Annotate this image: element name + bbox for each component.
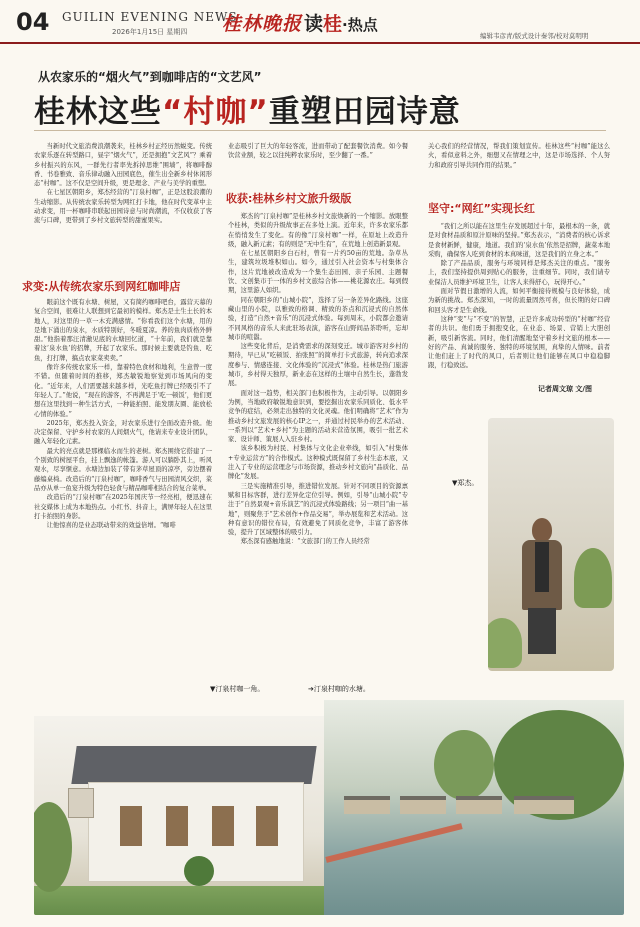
paragraph: “我们之所以能在这里生存发展超过十年，最根本的一条，就是对食材品质和原汁原味的坚持。”郑杰表示，“消费者的核心诉求是食材新鲜，健康，地道。我们的‘泉水鱼’依然是招牌，蔬菜本地采购，确保客人吃到食材的本真味道，这是我们的立身之本。” (428, 223, 610, 258)
section-part-c: ·热点 (342, 16, 378, 34)
paragraph: 让他惊喜的是业态联动带来的效益倍增。“咖啡 (46, 522, 176, 530)
paragraph: 在七星区朝阳乡白石村，曾有一片约50亩的荒地。杂草丛生，建筑垃圾堆积如山。如今，通过引入社会资本与村集体合作，这片荒地被改造成为一个集生态田园、亲子乐园、主题餐饮、文创集市于一体的乡村文旅综合体——桃花源农庄。每到假期，这里游人如织。 (228, 250, 408, 295)
paragraph: 面对这一趋势，相关部门也积极作为，主动引导。以朝阳乡为例，当地政府敏锐地意识到，要挖掘出农家乐同质化、低水平竞争的症结，必须走出独特的文化灵魂。他们明确将“艺术”作为推动乡村文旅发展的核心IP之一，并通过村民举办的艺术活动、一系列以“艺术+乡村”为主题的活动来营造氛围，吸引一批艺术家、设计师、策展人入驻乡村。 (228, 389, 408, 444)
headline-part-c: 重塑田园诗意 (268, 94, 461, 130)
subheading-text: 求变:从传统农家乐到网红咖啡店 (22, 280, 181, 293)
paragraph: 最大的亮点就是那棵临水而生的老树。郑杰围绕它搭建了一个别致的树屋平台，挂上飘逸的帐篷。游人可以躺卧其上，听风观水，尽享惬意。水塘边加装了带有茅草屋顶的凉亭，旁边摆着藤编桌椅。改造后的“汀泉村咖”，咖啡香气与田园清风交织，菜品亦从单一鱼宴升级为特色轻食与精品咖啡相结合的复合菜单。 (34, 447, 212, 492)
photo-caption-cafe: ▼汀泉村咖一角。 (210, 685, 265, 693)
section-name (304, 9, 378, 36)
issue-date: 2026年1月15日 星期四 (112, 28, 188, 36)
cafe-building-photo (34, 716, 324, 915)
headline-part-a: 桂林这些 (34, 94, 162, 130)
paragraph: 关心我们的经营情况，帮我们策划宣传。桂林这些“村咖”能这么火，看似意料之外，细想又在情理之中，这是市场选择、个人努力和政府引导共同作用的结果。” (428, 143, 610, 169)
kicker: 从农家乐的“烟火气”到咖啡店的“文艺风” (38, 70, 262, 84)
subheading-2 (226, 190, 351, 206)
paragraph: 郑杰的“汀泉村咖”是桂林乡村文旅焕新的一个缩影。放眼整个桂林，类似的升级故事正在多处上演。近年来，许多农家乐都在悄悄发生了变化。有的像“汀泉村咖”一样，在原址上改造升级，融入新元素；有的则是“无中生有”，在荒地上创造新景观。 (228, 213, 408, 248)
photo-caption-portrait: ▼郑杰。 (452, 479, 479, 487)
page-number: 04 (16, 8, 50, 36)
paragraph: 在七星区朝阳乡，郑杰经营的“汀泉村咖”，正是这股浪潮的生动缩影。从传统农家乐转型为网红打卡地，他在时代变革中主动求变，用一杯咖啡串联起田园诗意与时尚潮流，不仅收获了客流与口碑，更带到了乡村文旅转型的甜蜜果实。 (34, 189, 212, 225)
pond-photo (324, 700, 624, 915)
paragraph: 2025年，郑杰投入资金，对农家乐进行全面改造升级。他决定保留、守护乡村农家的人间烟火气，他请来专业设计团队，融入年轻化元素。 (34, 419, 212, 446)
section-part-a: 读 (304, 13, 324, 35)
paragraph: 郑杰深有感触地说：“文旅部门的工作人员经常 (240, 538, 370, 546)
paragraph: 面对节假日激增的人流，如何平衡接待规模与良好体验，成为新的挑战。郑杰深知，一时的流量固然可喜，但长期的好口碑和回头客才是生命线。 (428, 288, 610, 314)
portrait-photo (488, 418, 614, 671)
paragraph: 这种“变”与“不变”的智慧，正是许多成功转型的“村咖”经营者的共识。他们勇于拥抱变化，在业态、场景、营销上大胆创新，吸引新客流。同时，他们清醒地坚守着乡村文旅的根本——好的产品、真诚的服务、独特的环境氛围，真挚的人情味。前者让他们赶上了时代的风口，后者则让他们能够在风口中稳稳脚跟，行稳致远。 (428, 315, 610, 370)
paragraph: 改造后的“汀泉村咖”在2025年国庆节一经亮相，便迅速在社交媒体上成为本地热点。小红书、抖音上，满屏年轻人在这里打卡拍照的身影。 (34, 494, 212, 520)
paragraph: 该乡积极为村民、村集体与文化企业牵线，如引入“村集体+专业运营方”的合作模式。这种模式既保留了乡村生态本底，又注入了专业的运营理念与市场资源，推动乡村文旅向“品质化、品牌化”发展。 (228, 445, 408, 481)
paper-english-name: GUILIN EVENING NEWS (62, 10, 238, 24)
paragraph: 三是实施精准引导，推进错位发展。针对不同项目的资源禀赋和目标客群，进行差异化定位引导。例如，引导“山城小院”专注于“自然景观+音乐演艺”的沉浸式体验路线；另一项目“曲一基地”，则聚焦于“艺术创作+作品交易”，举办展览和艺术活动。这种有意识的错位布局，有效避免了同质化竞争，丰富了游客体验，提升了区域整体的吸引力。 (228, 482, 408, 537)
column-2-top (228, 142, 408, 180)
column-1-top (34, 142, 212, 274)
subheading-1 (22, 278, 180, 294)
column-1-body (34, 298, 212, 678)
paragraph: 业态吸引了巨大的年轻客流，进而带动了配套餐饮消费。如今餐饮营业额，较之以往纯粹农家乐时，至少翻了一番。” (228, 143, 408, 160)
column-3-body (428, 222, 610, 390)
subheading-text: 收获:桂林乡村文旅升级版 (226, 192, 352, 205)
editor-credits: 编辑韦彦青/版式设计秦邻/校对莫明明 (480, 32, 589, 40)
plant-decoration (488, 618, 522, 668)
person-figure (520, 518, 564, 658)
headline (34, 86, 461, 131)
subheading-3 (428, 200, 535, 216)
photo-caption-pond: ➔汀泉村咖的水塘。 (308, 685, 370, 693)
subheading-text: 坚守:“网红”实现长红 (428, 202, 535, 215)
paragraph: 除了产品品质，服务与环境同样是郑杰关注的重点。“服务上，我们坚持提供周到贴心的服务，注重细节。同时，我们请专业保洁人员维护环境卫生，让客人来得舒心，玩得开心。” (428, 260, 610, 286)
paragraph: 眼前这个既有水塘、树屋，又有简约咖啡吧台，露营天幕的复合空间，很难让人联想到它最初的模样。郑杰是土生土长的本地人，对这里的一草一木充满感情。“你看我们这个水塘，用的是地下涌出的泉水，水质特别好，冬暖夏凉。养的鱼肉质格外鲜甜。”他指着那汪清澈见底的水塘回忆道，“十年前，我们就是靠着这‘泉水鱼’的招牌，开起了农家乐。那时候主要就是钓鱼、吃鱼，打打牌，搞点农家菜卖卖。” (34, 299, 212, 362)
plant-decoration (574, 548, 612, 608)
byline: 记者周文琼 文/图 (538, 385, 592, 393)
paragraph: 像许多传统农家乐一样，靠着特色食材和地利，生意曾一度不错。但随着时间的推移，郑杰敏锐地察觉到市场风向的变化。“近年来，人们需要越来越多样，光吃鱼打牌已经吸引不了年轻人了。”他说，“现在的游客，不再满足于‘吃一顿饭’，他们更想在这里找到一种生活方式，一种能拍照、能发朋友圈、能放松心情的体验。” (34, 364, 212, 418)
section-part-b: 桂 (323, 13, 343, 35)
title-divider (34, 130, 606, 131)
scenery-photo (34, 690, 624, 915)
paragraph: 这些变化背后，是消费需求的深刻变迁。城市游客对乡村的期待，早已从“吃顿饭、拍张照”的简单打卡式旅游，转向追求深度参与、情感连接、文化体验的“沉浸式”体验。桂林是热门旅游城市，乡村得天独厚，新业态在这样的土壤中自然生长，蓬勃发展。 (228, 343, 408, 388)
column-3-top (428, 142, 610, 190)
cafe-sign (68, 788, 94, 818)
column-2-body (228, 212, 408, 677)
newspaper-logo: 桂林晚报 (222, 13, 303, 35)
paragraph: 当新时代文旅消费浪潮袭来，桂林乡村正经历然蜕变。传统农家乐逐在转型路口，昼宇“烟火气”，还是拥抱“文艺风”？乘着乡村振兴的东风，一群先行者率先拆掉思维“围墙”，将咖啡醇香、书卷雅致、音乐律动融入田园底色，催生出全新乡村休闲形态“村咖”。这不仅是空间升级，更是理念、产业与美学的重塑。 (34, 143, 212, 188)
paragraph: 同在朝阳乡的“山城小院”，选择了另一条差异化路线。这座藏山里的小院，以雅致的格调、精致的茶点和沉浸式的自然体验，打造“自然+音乐”的沉浸式体验。每到周末，小院都会邀请不同风格的音乐人来此驻场表演，游客在山野间品茶聆听，忘却城市的喧嚣。 (228, 296, 408, 341)
headline-part-b: “村咖” (162, 94, 269, 130)
